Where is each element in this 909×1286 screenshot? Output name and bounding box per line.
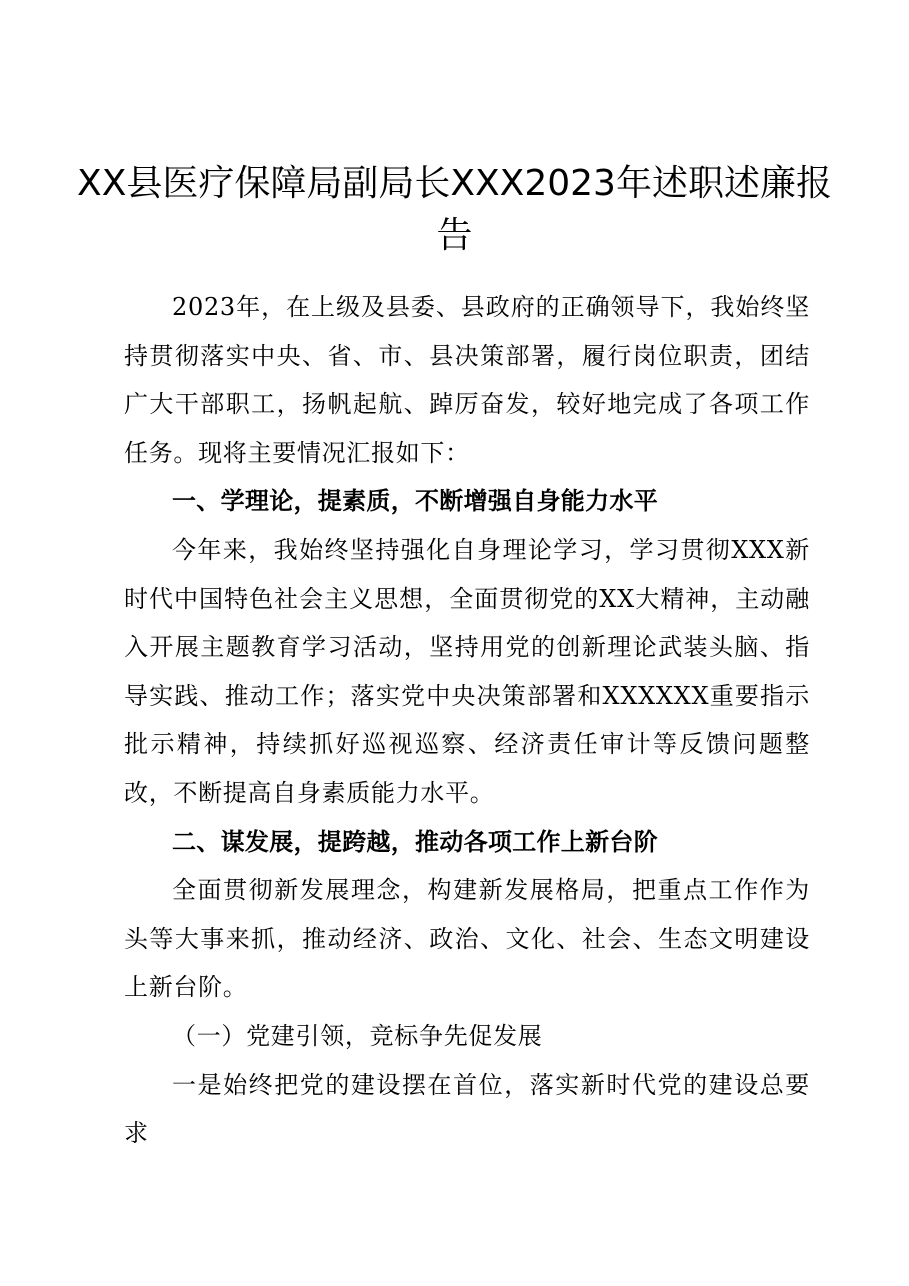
section-2-paragraph: 全面贯彻新发展理念，构建新发展格局，把重点工作作为头等大事来抓，推动经济、政治、文化、社会、生态文明建设上新台阶。 — [124, 876, 810, 1002]
subsection-heading-1: （一）党建引领，竞标争先促发展 — [172, 1021, 543, 1050]
document-body — [124, 283, 810, 1158]
section-heading-1: 一、学理论，提素质，不断增强自身能力水平 — [172, 487, 658, 516]
subsection-1-paragraph: 一是始终把党的建设摆在首位，落实新时代党的建设总要求 — [124, 1070, 810, 1148]
document-title: XX县医疗保障局副局长XXX2023年述职述廉报告 — [77, 163, 832, 256]
section-1-paragraph: 今年来，我始终坚持强化自身理论学习，学习贯彻XXX新时代中国特色社会主义思想，全面贯彻党的XX大精神，主动融入开展主题教育学习活动，坚持用党的创新理论武装头脑、指导实践、推动工作；落实党中央决策部署和XXXXXX重要指示批示精神，持续抓好巡视巡察、经济责任审计等反馈问题整改，不断提高自身素质能力水平。 — [124, 535, 810, 807]
section-heading-2: 二、谋发展，提跨越，推动各项工作上新台阶 — [172, 827, 658, 856]
intro-paragraph: 2023年，在上级及县委、县政府的正确领导下，我始终坚持贯彻落实中央、省、市、县决策部署，履行岗位职责，团结广大干部职工，扬帆起航、踔厉奋发，较好地完成了各项工作任务。现将主要情况汇报如下： — [124, 293, 810, 467]
